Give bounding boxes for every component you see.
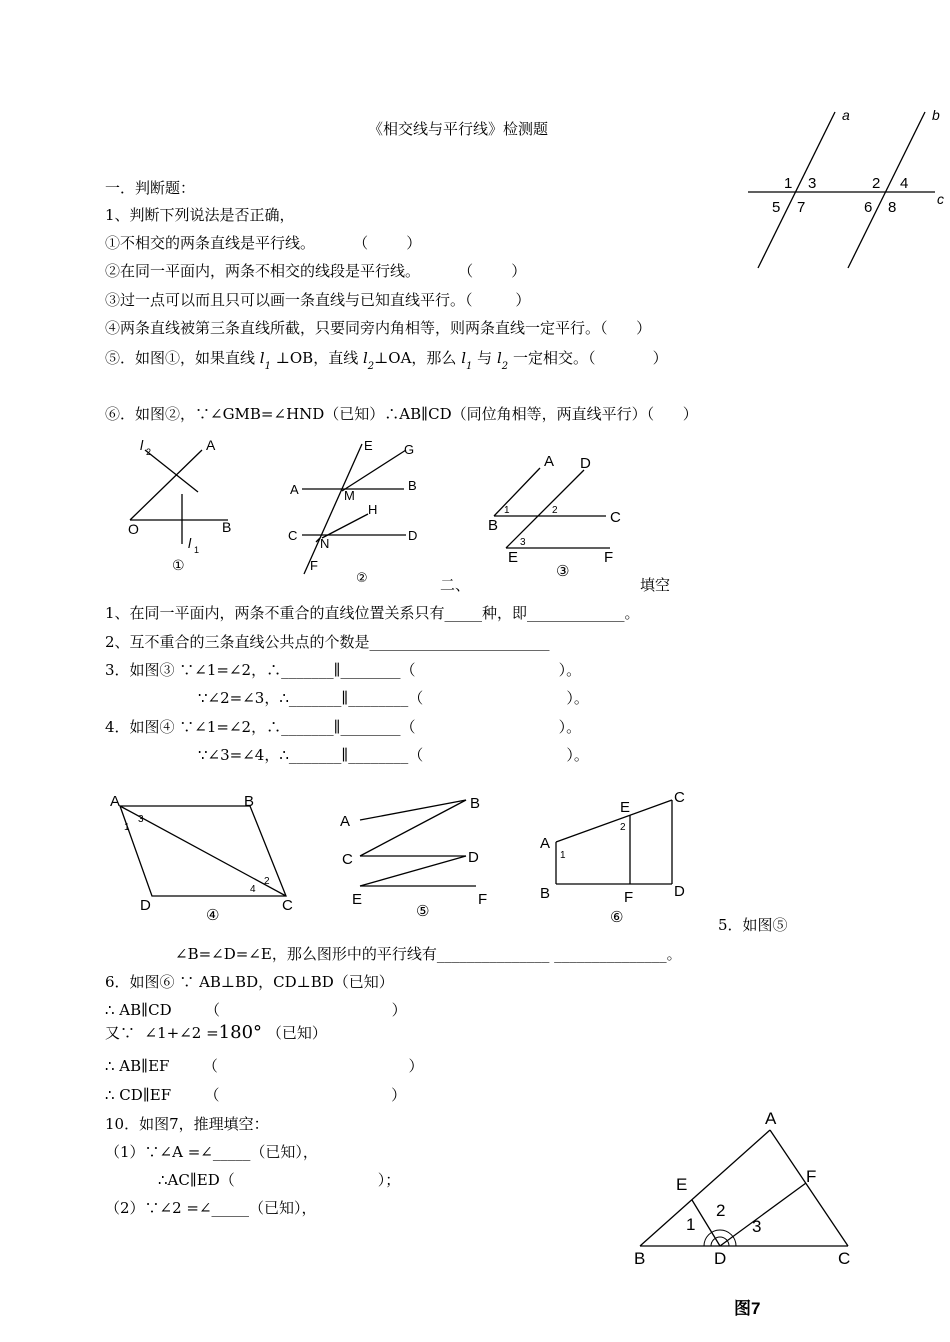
angle-1: 1 bbox=[784, 175, 793, 192]
label-F: F bbox=[806, 1167, 817, 1186]
section1-heading: 一．判断题： bbox=[105, 179, 196, 197]
fill-question-10-1: （1）∵∠A =∠_____（已知）， bbox=[105, 1143, 318, 1161]
figure-1 bbox=[120, 432, 250, 577]
label-C: C bbox=[342, 851, 353, 868]
judge-item-1: ①不相交的两条直线是平行线。 （ ） bbox=[105, 234, 422, 252]
fill-question-6: 6．如图⑥ ∵ AB⊥BD，CD⊥BD（已知） bbox=[105, 973, 394, 991]
label-B: B bbox=[540, 885, 551, 902]
label-D: D bbox=[140, 897, 151, 914]
fill-question-6d: ∴ CD∥EF （ ） bbox=[105, 1086, 407, 1104]
figure-2-caption: ② bbox=[356, 570, 368, 585]
label-B: B bbox=[634, 1249, 646, 1268]
label-l1: l bbox=[188, 535, 192, 551]
question-1: 1、判断下列说法是否正确， bbox=[105, 206, 295, 224]
judge-item-5: ⑤．如图①，如果直线 $l_1$ ⊥OB，直线 $l_2\perp OA$，那么 $l_1$ 与 $l_2$ 一定相交。（ ） bbox=[105, 349, 668, 372]
figure-1-caption: ① bbox=[172, 557, 185, 573]
label-A: A bbox=[110, 793, 121, 810]
label-D: D bbox=[408, 528, 418, 543]
label-E: E bbox=[676, 1175, 688, 1194]
label-l2-sub: 2 bbox=[146, 447, 152, 457]
label-D: D bbox=[674, 883, 685, 900]
label-G: G bbox=[404, 442, 415, 457]
fill-question-6c: ∴ AB∥EF （ ） bbox=[105, 1057, 424, 1075]
label-F: F bbox=[478, 891, 488, 908]
label-D: D bbox=[580, 455, 591, 472]
figure-3-caption: ③ bbox=[556, 563, 570, 578]
figure-6-caption: ⑥ bbox=[610, 909, 624, 926]
fill-question-3b: ∵∠2=∠3，∴_______∥________（ ）。 bbox=[198, 689, 589, 707]
fill-question-10-2: （2）∵∠2 =∠_____（已知）， bbox=[105, 1199, 317, 1217]
fill-question-10-1b: ∴AC∥ED（ ）； bbox=[158, 1171, 401, 1189]
angle-2: 2 bbox=[264, 876, 270, 887]
label-A: A bbox=[544, 453, 555, 470]
label-D: D bbox=[468, 849, 479, 866]
fill-question-5: ∠B=∠D=∠E，那么图形中的平行线有_______________ _______________。 bbox=[175, 945, 682, 963]
judge-item-6: ⑥．如图②，∵∠GMB=∠HND（已知）∴AB∥CD（同位角相等，两直线平行）（ ） bbox=[105, 405, 698, 423]
angle-2: 2 bbox=[552, 505, 558, 516]
judge-item-3: ③过一点可以而且只可以画一条直线与已知直线平行。（ ） bbox=[105, 291, 531, 309]
label-N: N bbox=[320, 536, 330, 551]
angle-2: 2 bbox=[620, 822, 626, 833]
section2-heading-title: 填空 bbox=[640, 576, 671, 594]
label-B: B bbox=[488, 517, 499, 534]
figure-7 bbox=[620, 1100, 870, 1320]
angle-1: 1 bbox=[124, 822, 130, 833]
angle-2: 2 bbox=[872, 175, 881, 192]
fill-question-2: 2、互不重合的三条直线公共点的个数是________________________ bbox=[105, 633, 550, 651]
angle-7: 7 bbox=[797, 199, 806, 216]
label-B: B bbox=[222, 519, 232, 535]
label-C: C bbox=[610, 509, 621, 526]
label-H: H bbox=[368, 502, 378, 517]
page-title: 《相交线与平行线》检测题 bbox=[368, 120, 549, 138]
angle-3: 3 bbox=[808, 175, 817, 192]
label-E: E bbox=[364, 438, 373, 453]
angle-3: 3 bbox=[138, 814, 144, 825]
fill-question-5-label: 5．如图⑤ bbox=[718, 916, 788, 934]
fill-question-4b: ∵∠3=∠4，∴_______∥________（ ）。 bbox=[198, 746, 589, 764]
angle-1: 1 bbox=[504, 505, 510, 516]
figure-4-caption: ④ bbox=[206, 907, 220, 924]
figure-4 bbox=[100, 788, 300, 928]
fill-question-10: 10．如图7，推理填空： bbox=[105, 1115, 269, 1133]
figure-5-caption: ⑤ bbox=[416, 903, 430, 920]
fill-question-4a: 4．如图④ ∵∠1=∠2，∴_______∥________（ ）。 bbox=[105, 718, 582, 736]
angle-3: 3 bbox=[752, 1217, 762, 1236]
angle-8: 8 bbox=[888, 199, 897, 216]
label-A: A bbox=[765, 1109, 777, 1128]
angle-3: 3 bbox=[520, 537, 526, 548]
label-c: c bbox=[937, 191, 944, 207]
label-b: b bbox=[932, 107, 940, 123]
label-M: M bbox=[344, 488, 355, 503]
label-D: D bbox=[714, 1249, 727, 1268]
angle-4: 4 bbox=[900, 175, 909, 192]
label-A: A bbox=[290, 482, 299, 497]
label-l2: l bbox=[140, 437, 144, 453]
label-F: F bbox=[604, 549, 614, 566]
angle-1: 1 bbox=[560, 850, 566, 861]
angle-4: 4 bbox=[250, 884, 256, 895]
angle-5: 5 bbox=[772, 199, 781, 216]
judge-item-4: ④两条直线被第三条直线所截，只要同旁内角相等，则两条直线一定平行。（ ） bbox=[105, 319, 652, 337]
label-O: O bbox=[128, 521, 139, 537]
label-C: C bbox=[674, 789, 685, 806]
judge-item-2: ②在同一平面内，两条不相交的线段是平行线。 （ ） bbox=[105, 262, 527, 280]
figure-7-caption: 图7 bbox=[734, 1299, 761, 1318]
label-E: E bbox=[508, 549, 519, 566]
label-A: A bbox=[206, 437, 216, 453]
angle-2: 2 bbox=[716, 1201, 726, 1220]
figure-2 bbox=[282, 434, 432, 586]
figure-3 bbox=[484, 448, 634, 578]
figure-6 bbox=[536, 786, 706, 926]
section2-heading-number: 二、 bbox=[440, 576, 471, 594]
fill-question-6a: ∴ AB∥CD （ ） bbox=[105, 1001, 407, 1019]
label-C: C bbox=[838, 1249, 851, 1268]
angle-1: 1 bbox=[686, 1215, 696, 1234]
fill-question-3a: 3．如图③ ∵∠1=∠2，∴_______∥________（ ）。 bbox=[105, 661, 582, 679]
fill-question-6b: 又∵ ∠1+∠2 =180° （已知） bbox=[105, 1022, 327, 1043]
label-F: F bbox=[624, 889, 634, 906]
label-C: C bbox=[282, 897, 293, 914]
label-l1-sub: 1 bbox=[194, 545, 200, 555]
fill-question-1: 1、在同一平面内，两条不重合的直线位置关系只有_____种，即_____________。 bbox=[105, 604, 640, 622]
label-B: B bbox=[470, 795, 481, 812]
label-B: B bbox=[244, 793, 255, 810]
label-E: E bbox=[620, 799, 631, 816]
label-C: C bbox=[288, 528, 298, 543]
figure-5 bbox=[336, 790, 506, 920]
angle-6: 6 bbox=[864, 199, 873, 216]
label-B: B bbox=[408, 478, 417, 493]
label-A: A bbox=[540, 835, 551, 852]
label-a: a bbox=[842, 107, 850, 123]
label-E: E bbox=[352, 891, 363, 908]
figure-parallel-transversals bbox=[740, 100, 950, 275]
label-A: A bbox=[340, 813, 351, 830]
label-F: F bbox=[310, 558, 318, 573]
